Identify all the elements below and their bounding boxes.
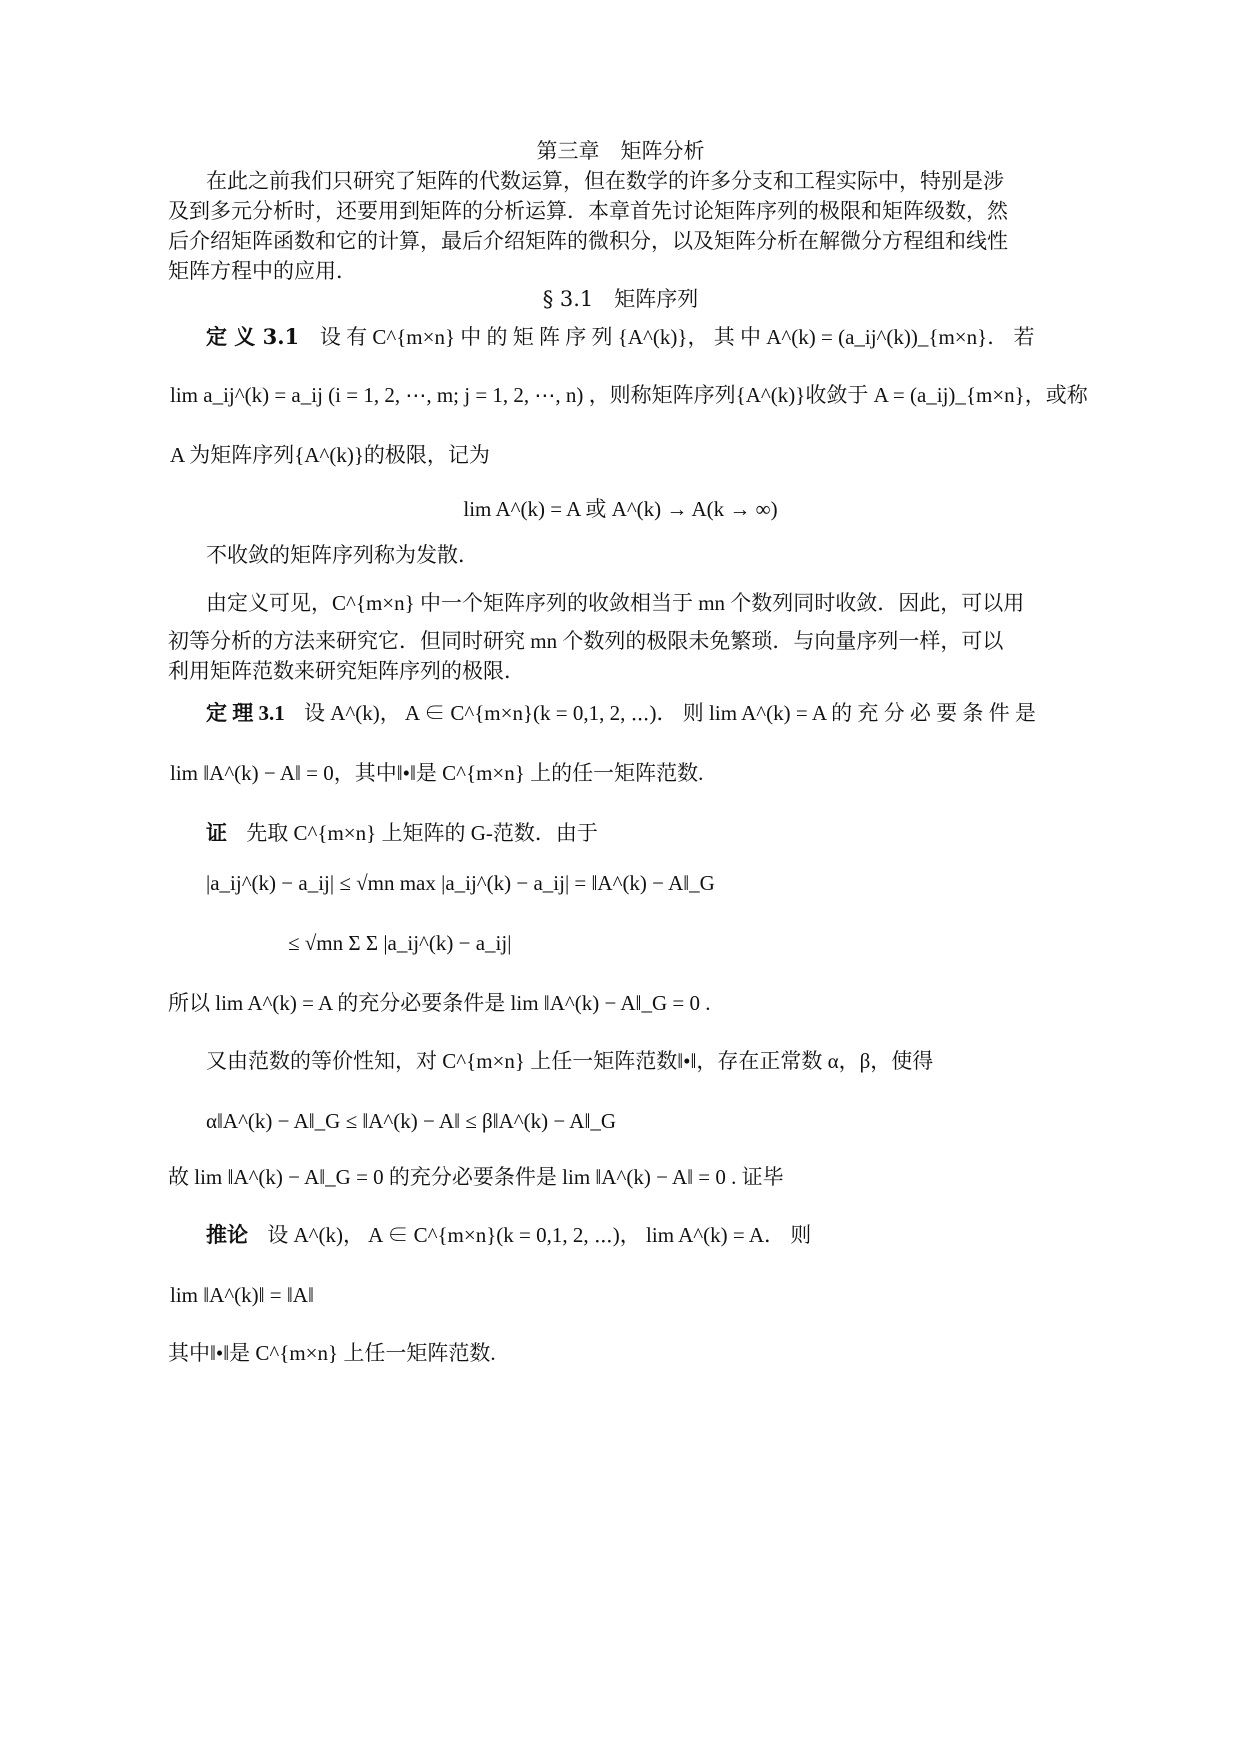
divergence-sentence: 不收敛的矩阵序列称为发散．: [206, 543, 479, 567]
proof-conclusion: 故 lim ‖A^(k) − A‖_G = 0 的充分必要条件是 lim ‖A^(k) − A‖ = 0 . 证毕: [168, 1165, 784, 1189]
proof-equivalence-line: 又由范数的等价性知，对 C^{m×n} 上任一矩阵范数‖•‖，存在正常数 α，β，使得: [206, 1049, 934, 1073]
proof-inequality-3: α‖A^(k) − A‖_G ≤ ‖A^(k) − A‖ ≤ β‖A^(k) − A‖_G: [206, 1109, 617, 1133]
intro-line-3: 后介绍矩阵函数和它的计算，最后介绍矩阵的微积分，以及矩阵分析在解微分方程组和线性: [168, 229, 1008, 253]
proof-inequality-1: |a_ij^(k) − a_ij| ≤ √mn max |a_ij^(k) − a_ij| = ‖A^(k) − A‖_G: [206, 871, 715, 895]
para2-line-3: 利用矩阵范数来研究矩阵序列的极限．: [168, 659, 525, 683]
section-title: § 3.1 矩阵序列: [542, 287, 699, 311]
corollary-label: 推论: [206, 1223, 248, 1247]
definition-3-1-line-3: A 为矩阵序列{A^(k)}的极限，记为: [170, 443, 490, 467]
proof-label: 证: [206, 821, 227, 845]
corollary-where: 其中‖•‖是 C^{m×n} 上任一矩阵范数.: [168, 1341, 496, 1365]
theorem-text-1: 设 A^(k)， A ∈ C^{m×n}(k = 0,1, 2, ⋯)． 则 lim A^(k) = A 的 充 分 必 要 条 件 是: [304, 701, 1036, 725]
definition-3-1-line-1: [206, 322, 1034, 352]
definition-3-1-line-2: [170, 380, 1088, 410]
proof-text-1: 先取 C^{m×n} 上矩阵的 G-范数．由于: [246, 821, 598, 845]
theorem-label: 定 理 3.1: [206, 701, 285, 725]
proof-so-line: 所以 lim A^(k) = A 的充分必要条件是 lim ‖A^(k) − A‖_G = 0 .: [168, 991, 711, 1015]
definition-display-formula: lim A^(k) = A 或 A^(k) → A(k → ∞): [463, 497, 778, 521]
definition-text-1: 设 有 C^{m×n} 中 的 矩 阵 序 列 {A^(k)}， 其 中 A^(k) = (a_ij^(k))_{m×n}． 若: [319, 325, 1035, 349]
intro-line-2: 及到多元分析时，还要用到矩阵的分析运算．本章首先讨论矩阵序列的极限和矩阵级数，然: [168, 199, 1008, 223]
intro-line-4: 矩阵方程中的应用．: [168, 259, 357, 283]
theorem-3-1-line-2: lim ‖A^(k) − A‖ = 0，其中‖•‖是 C^{m×n} 上的任一矩阵范数.: [170, 761, 704, 785]
corollary-line-1: [206, 1220, 811, 1250]
definition-text-2: ，则称矩阵序列{A^(k)}收敛于 A = (a_ij)_{m×n}，或称: [588, 383, 1088, 407]
intro-line-1: 在此之前我们只研究了矩阵的代数运算，但在数学的许多分支和工程实际中，特别是涉: [206, 169, 1004, 193]
para2-line-1: 由定义可见，C^{m×n} 中一个矩阵序列的收敛相当于 mn 个数列同时收敛．因此，可以用: [206, 591, 1025, 615]
corollary-display: lim ‖A^(k)‖ = ‖A‖: [170, 1283, 314, 1307]
chapter-title: 第三章 矩阵分析: [536, 139, 705, 163]
para2-line-2: 初等分析的方法来研究它．但同时研究 mn 个数列的极限未免繁琐．与向量序列一样，可以: [168, 629, 1004, 653]
limit-expression: lim a_ij^(k) = a_ij (i = 1, 2, ⋯, m; j = 1, 2, ⋯, n): [170, 383, 584, 407]
corollary-text-1: 设 A^(k)， A ∈ C^{m×n}(k = 0,1, 2, ⋯)， lim A^(k) = A． 则: [267, 1223, 812, 1247]
proof-line-1: [206, 818, 598, 848]
proof-inequality-2: ≤ √mn Σ Σ |a_ij^(k) − a_ij|: [288, 931, 512, 955]
definition-label: 定 义 3.1: [206, 324, 300, 349]
theorem-3-1-line-1: [206, 698, 1036, 728]
